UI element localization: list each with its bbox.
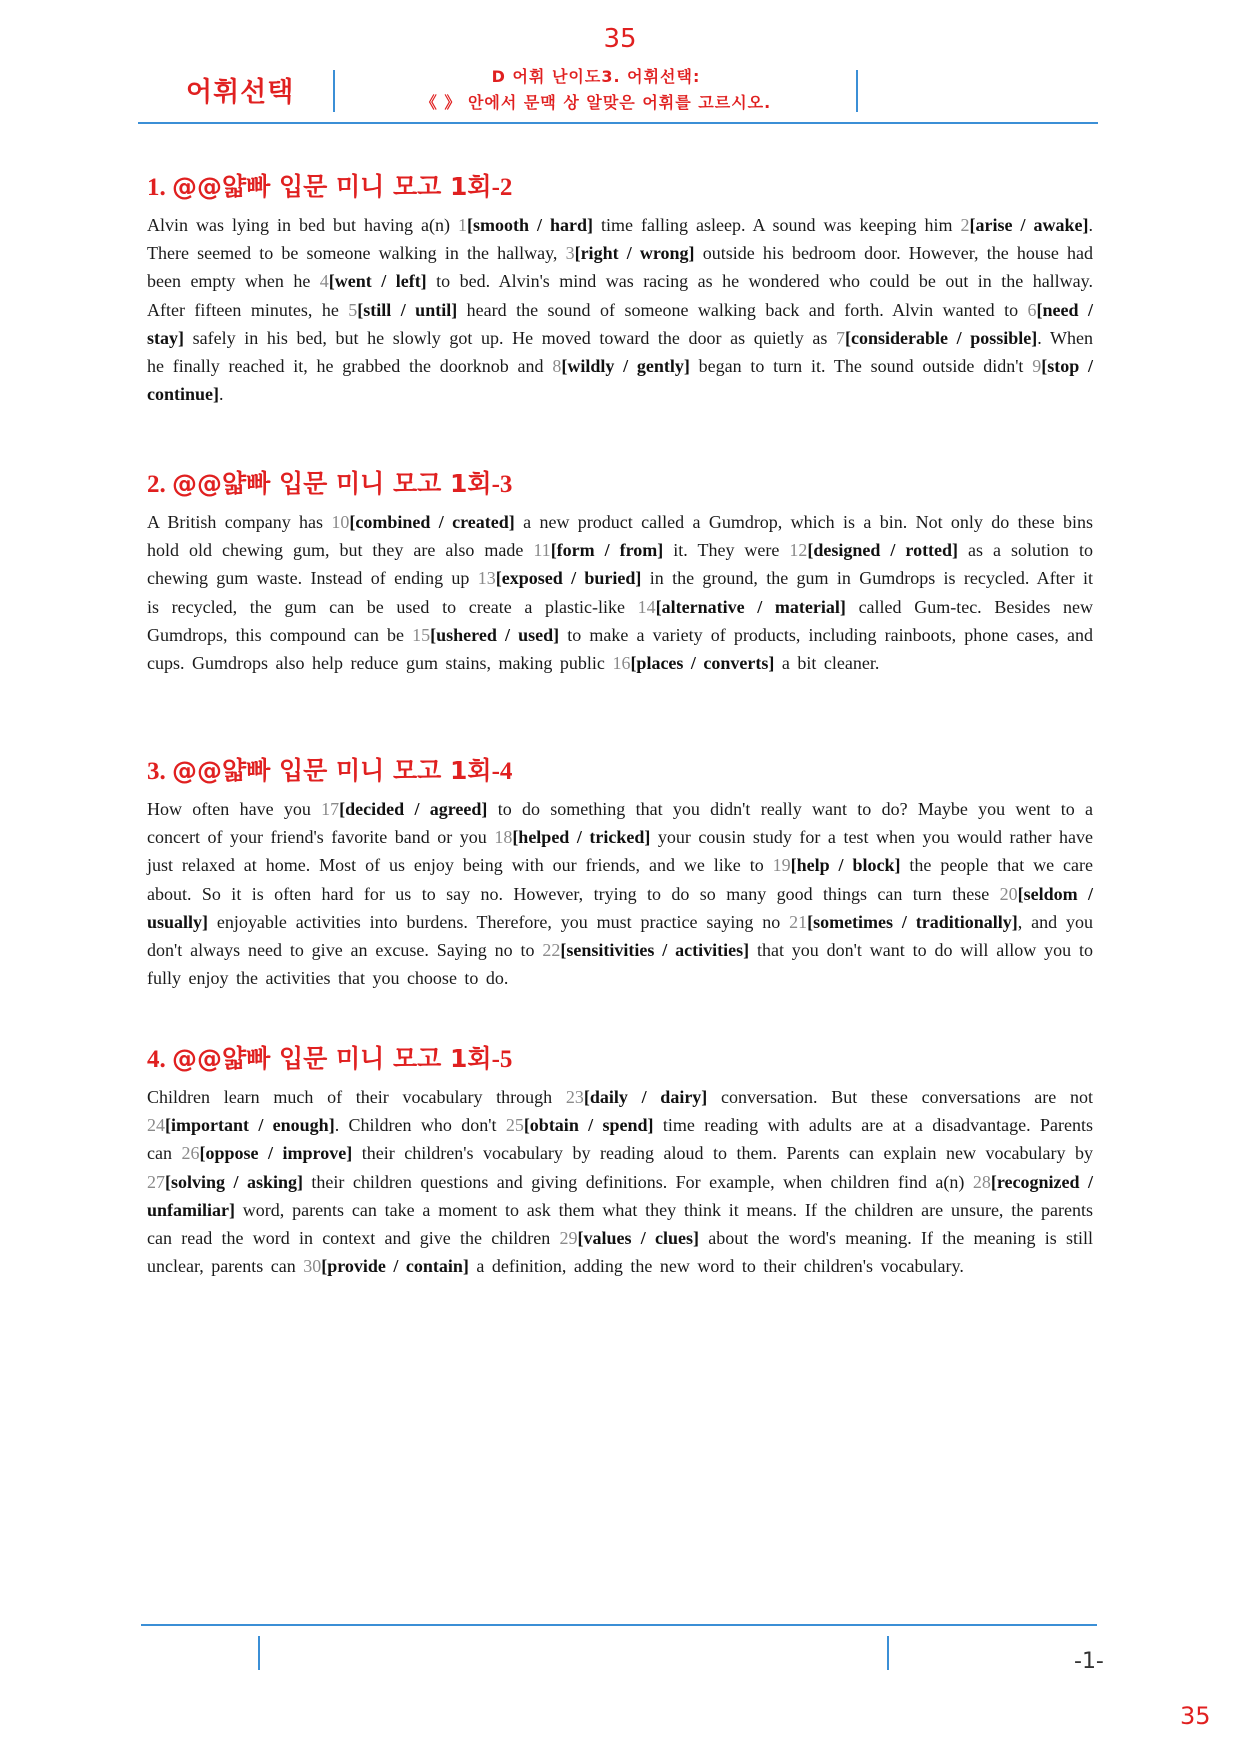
blank-number: 19	[772, 855, 791, 876]
passage-segment: safely in his bed, but he slowly got up. He moved toward the door as quietly as	[184, 327, 836, 348]
passage-segment: in the ground, the gum in Gumdrops is recycled. After it is recycled, the gum can be used to create a plastic-like	[147, 568, 1093, 617]
blank-number: 11	[533, 540, 551, 561]
passage-text	[147, 1083, 1093, 1280]
word-choice: [sometimes / traditionally]	[807, 911, 1018, 932]
blank-number: 30	[303, 1256, 322, 1277]
blank-number: 26	[181, 1143, 200, 1164]
blank-number: 6	[1027, 299, 1037, 320]
passage-segment: their children's vocabulary by reading aloud to them. Parents can explain new vocabulary by	[352, 1143, 1093, 1164]
blank-number: 12	[789, 540, 808, 561]
footer-rule	[141, 1624, 1097, 1626]
passage-segment: How often have you	[147, 799, 322, 819]
blank-number: 17	[321, 799, 340, 819]
passage-segment: . Children who don't	[334, 1115, 506, 1136]
word-choice: [oppose / improve]	[199, 1143, 353, 1164]
question-section-3	[147, 754, 1093, 992]
section-title	[147, 170, 1093, 205]
word-choice: [stop / continue]	[147, 356, 1093, 405]
blank-number: 18	[494, 827, 513, 848]
passage-segment: it. They were	[663, 540, 790, 561]
footer-divider-left	[258, 1636, 260, 1670]
passage-segment: a definition, adding the new word to their children's vocabulary.	[468, 1256, 964, 1277]
header-divider-right	[856, 70, 858, 112]
blank-number: 13	[477, 568, 496, 589]
blank-number: 24	[147, 1115, 165, 1136]
blank-number: 29	[559, 1228, 578, 1249]
passage-segment: time reading with adults are at a disadvantage. Parents can	[147, 1115, 1093, 1164]
section-suffix: -2	[491, 174, 513, 201]
word-choice: [wildly / gently]	[561, 356, 690, 377]
blank-number: 23	[565, 1087, 584, 1107]
word-choice: [still / until]	[357, 299, 458, 320]
passage-text	[147, 508, 1093, 677]
blank-number: 27	[147, 1171, 165, 1192]
word-choice: [solving / asking]	[165, 1171, 303, 1192]
passage-segment: Children learn much of their vocabulary through	[147, 1087, 566, 1107]
blank-number: 20	[999, 883, 1018, 904]
word-choice: [recognized / unfamiliar]	[147, 1171, 1093, 1220]
passage-segment: conversation. But these conversations are not	[707, 1087, 1093, 1107]
word-choice: [decided / agreed]	[339, 799, 488, 819]
word-choice: [helped / tricked]	[512, 827, 651, 848]
word-choice: [places / converts]	[630, 653, 775, 674]
section-number: 2.	[147, 471, 172, 498]
word-choice: [sensitivities / activities]	[560, 940, 750, 961]
footer-page-label: -1-	[1074, 1649, 1104, 1674]
blank-number: 5	[348, 299, 358, 320]
word-choice: [smooth / hard]	[467, 215, 594, 235]
passage-segment: your cousin study for a test when you would rather have just relaxed at home. Most of us enjoy being with our friends, and we like to	[147, 827, 1093, 876]
word-choice: [considerable / possible]	[844, 327, 1038, 348]
passage-segment: began to turn it. The sound outside didn't	[689, 356, 1033, 377]
blank-number: 7	[835, 327, 845, 348]
blank-number: 8	[552, 356, 562, 377]
word-choice: [obtain / spend]	[523, 1115, 654, 1136]
section-suffix: -3	[491, 471, 513, 498]
word-choice: [form / from]	[550, 540, 664, 561]
passage-segment: called Gum-tec. Besides new Gumdrops, this compound can be	[147, 596, 1093, 645]
blank-number: 22	[542, 940, 561, 961]
header-rule	[138, 122, 1098, 124]
section-suffix: -4	[491, 758, 513, 785]
passage-segment: Alvin was lying in bed but having a(n)	[147, 215, 458, 235]
passage-segment: to make a variety of products, including rainboots, phone cases, and cups. Gumdrops also help reduce gum stains, making public	[147, 624, 1093, 674]
blank-number: 14	[637, 596, 656, 617]
header-title: 어휘선택	[186, 77, 295, 108]
passage-segment: time falling asleep. A sound was keeping him	[593, 215, 961, 235]
section-number: 3.	[147, 758, 172, 785]
passage-text	[147, 211, 1093, 408]
passage-segment: outside his bedroom door. However, the house had been empty when he	[147, 243, 1093, 292]
blank-number: 1	[458, 215, 467, 235]
word-choice: [exposed / buried]	[495, 568, 642, 589]
section-number: 4.	[147, 1046, 172, 1073]
section-heading: @@얇빠 입문 미니 모고 1회	[172, 172, 492, 201]
instruction-line-1: D 어휘 난이도3. 어휘선택:	[491, 67, 701, 86]
passage-segment: that you don't want to do will allow you to fully enjoy the activities that you choose to do.	[147, 940, 1093, 989]
section-suffix: -5	[491, 1046, 513, 1073]
blank-number: 3	[565, 243, 575, 264]
word-choice: [ushered / used]	[430, 624, 560, 645]
passage-segment: , and you don't always need to give an excuse. Saying no to	[147, 911, 1094, 961]
word-choice: [daily / dairy]	[583, 1087, 708, 1107]
question-section-2	[147, 467, 1093, 677]
word-choice: [provide / contain]	[321, 1256, 469, 1277]
passage-segment: to do something that you didn't really want to do? Maybe you went to a concert of your friend's favorite band or you	[147, 799, 1093, 848]
header-instruction	[336, 64, 856, 116]
passage-segment: enjoyable activities into burdens. Therefore, you must practice saying no	[208, 911, 790, 932]
instruction-line-2: 《 》 안에서 문맥 상 알맞은 어휘를 고르시오.	[420, 93, 772, 112]
passage-segment: the people that we care about. So it is often hard for us to say no. However, trying to do so many good things can turn these	[147, 855, 1093, 904]
blank-number: 15	[412, 624, 431, 645]
word-choice: [went / left]	[328, 271, 427, 292]
blank-number: 28	[972, 1171, 991, 1192]
header-divider-left	[333, 70, 335, 112]
word-choice: [arise / awake]	[969, 215, 1089, 235]
passage-segment: a new product called a Gumdrop, which is a bin. Not only do these bins hold old chewing gum, but they are also made	[147, 512, 1093, 561]
passage-segment: .	[219, 384, 224, 405]
blank-number: 10	[331, 512, 350, 532]
blank-number: 9	[1032, 356, 1042, 377]
section-title	[147, 1042, 1093, 1077]
passage-segment: their children questions and giving definitions. For example, when children find a(n)	[302, 1171, 973, 1192]
word-choice: [alternative / material]	[655, 596, 846, 617]
word-choice: [important / enough]	[165, 1115, 335, 1136]
question-section-4	[147, 1042, 1093, 1280]
passage-segment: A British company has	[147, 512, 332, 532]
word-choice: [combined / created]	[349, 512, 515, 532]
passage-segment: a bit cleaner.	[774, 653, 880, 674]
passage-segment: heard the sound of someone walking back and forth. Alvin wanted to	[457, 299, 1028, 320]
word-choice: [designed / rotted]	[807, 540, 959, 561]
blank-number: 21	[789, 911, 808, 932]
blank-number: 4	[319, 271, 329, 292]
blank-number: 25	[505, 1115, 524, 1136]
section-number: 1.	[147, 174, 172, 201]
question-section-1	[147, 170, 1093, 408]
section-heading: @@얇빠 입문 미니 모고 1회	[172, 469, 492, 498]
passage-segment: as a solution to chewing gum waste. Instead of ending up	[147, 540, 1094, 589]
passage-segment: word, parents can take a moment to ask them what they think it means. If the children are unsure, the parents can read the word in context and give the children	[147, 1199, 1093, 1249]
passage-segment: about the word's meaning. If the meaning is still unclear, parents can	[147, 1228, 1093, 1277]
word-choice: [seldom / usually]	[147, 883, 1094, 932]
passage-segment: . There seemed to be someone walking in the hallway,	[147, 215, 1093, 264]
passage-segment: to bed. Alvin's mind was racing as he wondered who could be out in the hallway. After fifteen minutes, he	[147, 271, 1094, 320]
passage-segment: . When he finally reached it, he grabbed the doorknob and	[147, 327, 1094, 377]
blank-number: 16	[612, 653, 631, 674]
blank-number: 2	[960, 215, 970, 235]
word-choice: [right / wrong]	[574, 243, 695, 264]
passage-text	[147, 795, 1093, 992]
word-choice: [help / block]	[790, 855, 901, 876]
word-choice: [need / stay]	[147, 299, 1093, 348]
section-title	[147, 754, 1093, 789]
footer-divider-right	[887, 1636, 889, 1670]
section-title	[147, 467, 1093, 502]
section-heading: @@얇빠 입문 미니 모고 1회	[172, 756, 492, 785]
section-heading: @@얇빠 입문 미니 모고 1회	[172, 1044, 492, 1073]
word-choice: [values / clues]	[577, 1228, 699, 1249]
page-number-corner: 35	[1180, 1702, 1211, 1730]
page-number-top: 35	[603, 24, 637, 54]
